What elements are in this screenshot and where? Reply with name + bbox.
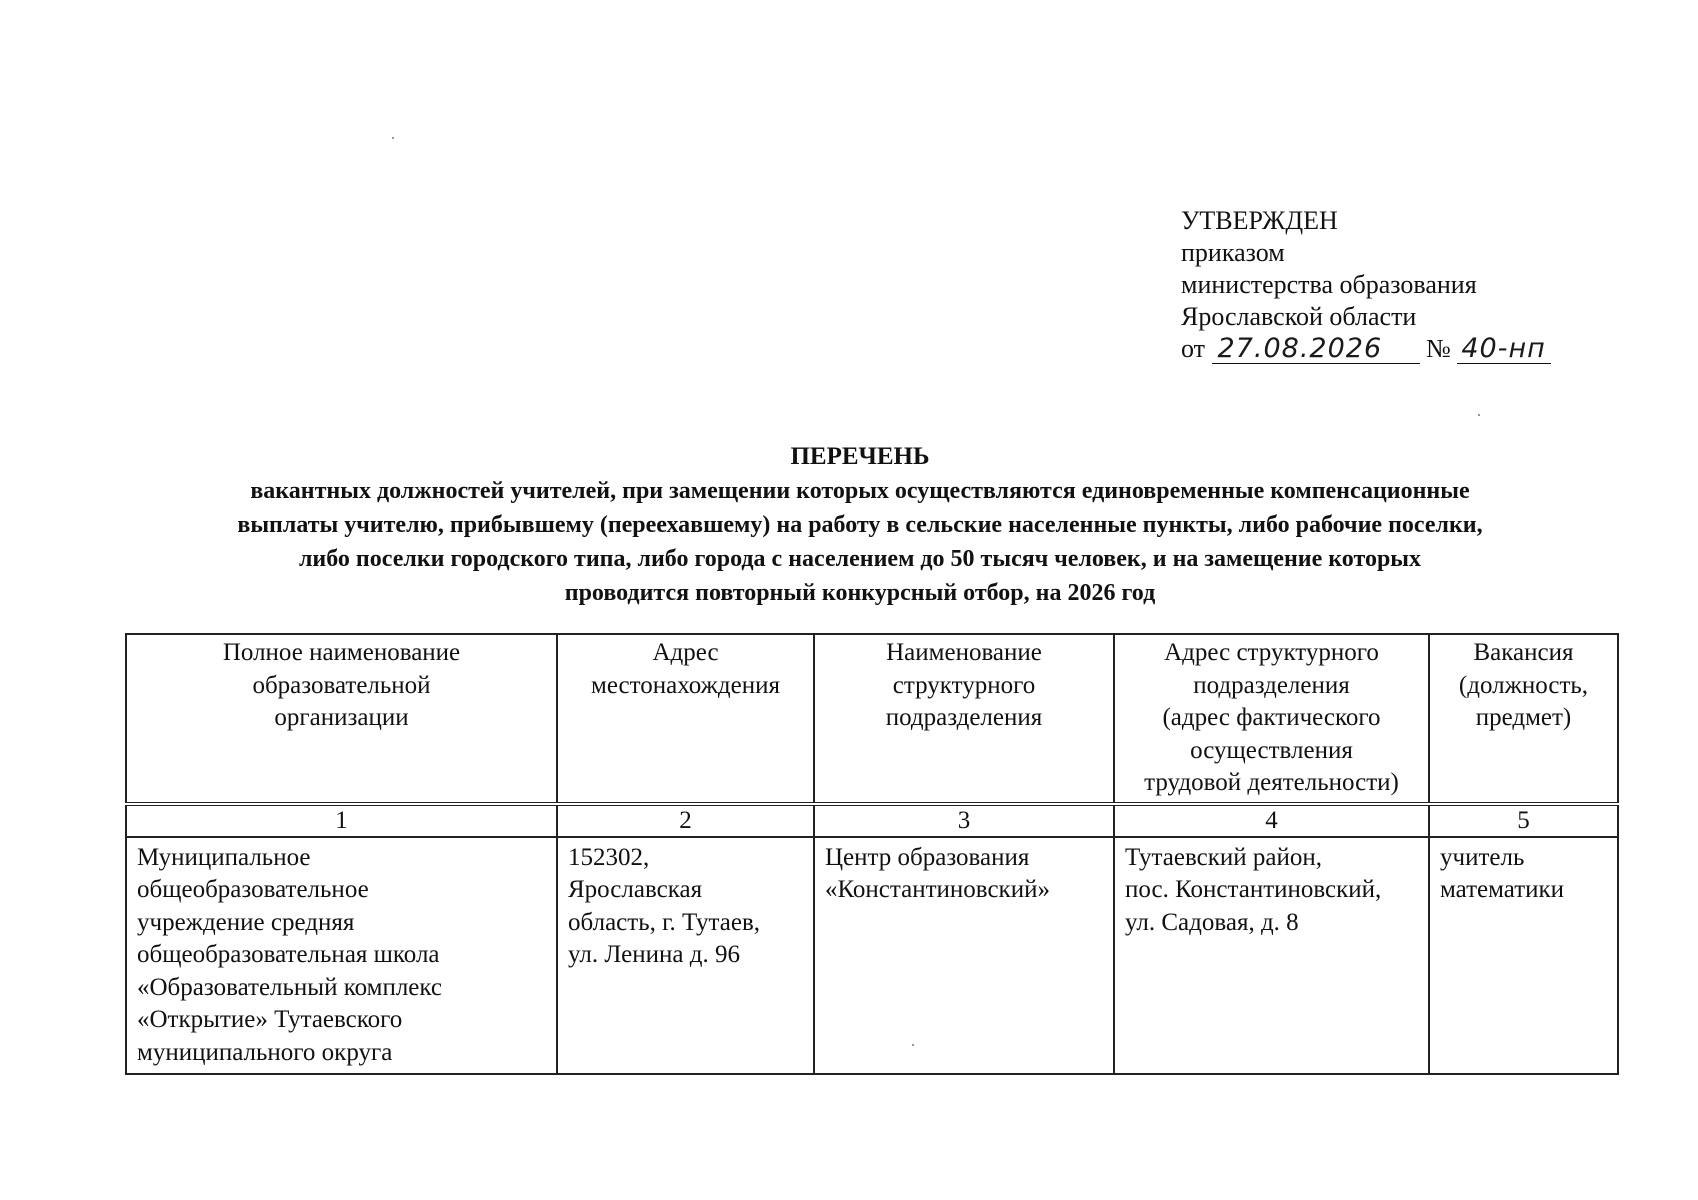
- cell-line: трудовой деятельности): [1144, 769, 1399, 796]
- title-line-4: проводится повторный конкурсный отбор, на 2026 год: [564, 580, 1156, 606]
- scan-speck: [912, 1044, 914, 1046]
- cell-line: Наименование: [886, 639, 1042, 666]
- approval-order-line: приказом: [1181, 238, 1285, 267]
- column-number: 3: [814, 804, 1114, 837]
- title-line-1: вакантных должностей учителей, при замещении которых осуществляются единовременные компенсационные: [250, 478, 1470, 504]
- cell-line: организации: [274, 704, 409, 731]
- cell-line: ул. Садовая, д. 8: [1125, 908, 1299, 936]
- cell-line: пос. Константиновский,: [1125, 876, 1382, 903]
- order-date-handwritten: 27.08.2026: [1217, 333, 1383, 364]
- cell-line: Вакансия: [1473, 639, 1574, 666]
- document-title: [110, 440, 1610, 610]
- order-number-field: [1457, 335, 1551, 364]
- cell-line: (адрес фактического: [1162, 704, 1381, 731]
- column-number: 1: [126, 804, 557, 837]
- cell-line: Ярославская: [568, 876, 703, 903]
- cell-location-address: [557, 837, 814, 1075]
- cell-line: Полное наименование: [222, 639, 461, 666]
- vacancies-table: [125, 633, 1619, 1075]
- header-subdivision-address: [1114, 634, 1429, 804]
- column-number: 2: [557, 804, 814, 837]
- cell-line: структурного: [892, 671, 1036, 699]
- cell-line: осуществления: [1190, 736, 1353, 764]
- cell-subdivision-name: [814, 837, 1114, 1075]
- header-subdivision-name: [814, 634, 1114, 804]
- cell-vacancy: [1429, 837, 1618, 1075]
- cell-subdivision-address: [1114, 837, 1429, 1075]
- scan-speck: [392, 137, 394, 139]
- title-line-2: выплаты учителю, прибывшему (переехавшему) на работу в сельские населенные пункты, либо рабочие поселки,: [237, 512, 1483, 538]
- cell-line: 152302,: [568, 843, 650, 871]
- cell-line: Муниципальное: [137, 843, 311, 871]
- cell-line: (должность,: [1458, 671, 1589, 699]
- cell-line: математики: [1440, 876, 1565, 903]
- header-location-address: [557, 634, 814, 804]
- cell-line: муниципального округа: [137, 1038, 393, 1066]
- approval-label: УТВЕРЖДЕН: [1181, 206, 1338, 235]
- title-heading: ПЕРЕЧЕНЬ: [790, 443, 930, 470]
- cell-line: «Открытие» Тутаевского: [137, 1006, 403, 1033]
- cell-line: «Образовательный комплекс: [137, 973, 443, 1001]
- cell-line: «Константиновский»: [825, 876, 1050, 903]
- cell-line: местонахождения: [591, 671, 780, 699]
- cell-line: учреждение средняя: [137, 908, 355, 936]
- cell-line: Тутаевский район,: [1125, 843, 1322, 871]
- cell-line: Адрес структурного: [1164, 639, 1379, 666]
- column-number-row: [126, 804, 1618, 837]
- cell-line: подразделения: [1193, 671, 1350, 699]
- approval-ministry-line: министерства образования: [1181, 270, 1477, 299]
- approval-block: [1181, 205, 1551, 365]
- header-vacancy: [1429, 634, 1618, 804]
- number-prefix: №: [1426, 334, 1451, 363]
- table-row: [126, 837, 1618, 1075]
- order-number-handwritten: 40-нп: [1461, 333, 1546, 364]
- cell-line: общеобразовательное: [137, 876, 369, 903]
- cell-line: Центр образования: [825, 843, 1030, 871]
- cell-line: область, г. Тутаев,: [568, 908, 761, 936]
- cell-line: учитель: [1440, 843, 1525, 871]
- cell-org-name: [126, 837, 557, 1075]
- scan-speck: [1478, 414, 1480, 416]
- column-number: 5: [1429, 804, 1618, 837]
- cell-line: ул. Ленина д. 96: [568, 941, 740, 968]
- order-date-field: [1212, 335, 1420, 364]
- date-prefix: от: [1181, 334, 1206, 363]
- approval-region-line: Ярославской области: [1181, 302, 1417, 331]
- cell-line: образовательной: [252, 671, 431, 699]
- table-header-row: [126, 634, 1618, 804]
- cell-line: предмет): [1475, 704, 1572, 731]
- header-org-name: [126, 634, 557, 804]
- column-number: 4: [1114, 804, 1429, 837]
- cell-line: Адрес: [652, 639, 719, 666]
- cell-line: общеобразовательная школа: [137, 941, 440, 968]
- title-line-3: либо поселки городского типа, либо города с населением до 50 тысяч человек, и на замещение которых: [298, 546, 1422, 572]
- cell-line: подразделения: [885, 704, 1043, 731]
- approval-date-number-line: [1181, 333, 1551, 365]
